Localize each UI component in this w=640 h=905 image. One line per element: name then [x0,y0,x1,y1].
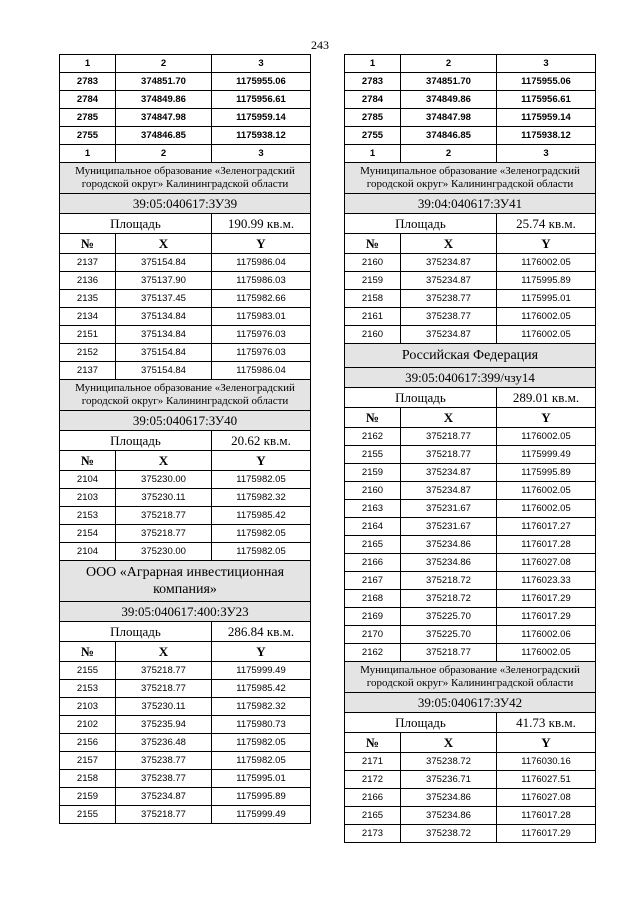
coordinate-row [345,554,596,572]
x-coordinate: 375238.77 [401,290,497,308]
coordinate-row [345,644,596,662]
y-coordinate: 1175995.89 [497,272,596,290]
owner-title: Муниципальное образование «Зеленоградский городской округ» Калининградской области [345,662,596,693]
y-coordinate: 1175956.61 [212,91,311,109]
y-coordinate: 1175976.03 [212,326,311,344]
x-coordinate: 375234.87 [116,788,212,806]
owner-title: Российская Федерация [345,344,596,368]
page-number: 243 [311,38,329,52]
point-number: 2156 [60,734,116,752]
x-coordinate: 375225.70 [401,626,497,644]
coordinate-row [60,770,311,788]
cadastral-number: 39:05:040617:ЗУ40 [60,411,311,431]
point-number: 2154 [60,525,116,543]
y-coordinate: 1176002.06 [497,626,596,644]
cadastral-number: 39:05:040617:400:ЗУ23 [60,602,311,622]
x-coordinate: 375154.84 [116,254,212,272]
column-number-row [60,145,311,163]
point-number: 2157 [60,752,116,770]
column-header-row [345,408,596,428]
coordinate-row [345,536,596,554]
cadastral-number: 39:04:040617:ЗУ41 [345,194,596,214]
area-label: Площадь [345,388,497,408]
x-coordinate: 375218.77 [116,680,212,698]
point-number: 2166 [345,789,401,807]
point-number: 2104 [60,471,116,489]
x-coordinate: 374846.85 [401,127,497,145]
area-label: Площадь [60,214,212,234]
area-value: 20.62 кв.м. [212,431,311,451]
x-coordinate: 375231.67 [401,518,497,536]
y-coordinate: 1176002.05 [497,254,596,272]
x-coordinate: 375134.84 [116,308,212,326]
coordinate-row [345,807,596,825]
column-number: 1 [345,55,401,73]
area-row [345,214,596,234]
point-number: 2137 [60,362,116,380]
continued-coordinate-row [345,127,596,145]
point-number: 2159 [60,788,116,806]
y-coordinate: 1176017.29 [497,825,596,843]
x-coordinate: 375234.87 [401,326,497,344]
area-value: 190.99 кв.м. [212,214,311,234]
y-coordinate: 1175982.05 [212,734,311,752]
x-coordinate: 375236.48 [116,734,212,752]
point-number: 2103 [60,698,116,716]
x-coordinate: 375238.72 [401,753,497,771]
point-number: 2104 [60,543,116,561]
x-coordinate: 375218.72 [401,590,497,608]
y-coordinate: 1175955.06 [212,73,311,91]
x-coordinate: 375134.84 [116,326,212,344]
y-coordinate: 1175985.42 [212,680,311,698]
y-header: Y [212,234,311,254]
x-coordinate: 374849.86 [116,91,212,109]
x-coordinate: 375218.72 [401,572,497,590]
cadastral-row [60,602,311,622]
x-coordinate: 375238.77 [116,752,212,770]
continued-coordinate-row [60,109,311,127]
x-coordinate: 375238.77 [116,770,212,788]
y-coordinate: 1176017.29 [497,608,596,626]
x-header: X [401,733,497,753]
coordinate-row [345,789,596,807]
x-coordinate: 375234.87 [401,482,497,500]
point-number: 2165 [345,536,401,554]
x-coordinate: 374851.70 [116,73,212,91]
cadastral-row [60,194,311,214]
coordinate-row [60,543,311,561]
owner-title: ООО «Аграрная инвестиционная компания» [60,561,311,602]
coordinate-row [345,446,596,464]
y-coordinate: 1175959.14 [497,109,596,127]
area-row [60,214,311,234]
y-coordinate: 1176002.05 [497,482,596,500]
area-label: Площадь [345,713,497,733]
coordinate-row [345,290,596,308]
owner-title: Муниципальное образование «Зеленоградский городской округ» Калининградской области [60,380,311,411]
area-label: Площадь [60,431,212,451]
x-coordinate: 375230.11 [116,489,212,507]
continued-coordinate-row [345,109,596,127]
area-row [60,431,311,451]
area-value: 25.74 кв.м. [497,214,596,234]
y-coordinate: 1175955.06 [497,73,596,91]
x-header: X [401,408,497,428]
x-coordinate: 374846.85 [116,127,212,145]
y-coordinate: 1175999.49 [212,662,311,680]
coordinate-row [345,326,596,344]
y-coordinate: 1175982.05 [212,543,311,561]
x-coordinate: 375231.67 [401,500,497,518]
cadastral-number: 39:05:040617:399/чзу14 [345,368,596,388]
x-coordinate: 375218.77 [116,507,212,525]
point-number: 2162 [345,428,401,446]
column-number: 3 [497,145,596,163]
cadastral-number: 39:05:040617:ЗУ39 [60,194,311,214]
area-label: Площадь [60,622,212,642]
y-coordinate: 1176002.05 [497,428,596,446]
coordinate-row [345,590,596,608]
y-coordinate: 1175980.73 [212,716,311,734]
y-coordinate: 1175982.05 [212,752,311,770]
coordinate-row [60,662,311,680]
column-number: 2 [116,55,212,73]
y-coordinate: 1175938.12 [212,127,311,145]
y-coordinate: 1175999.49 [212,806,311,824]
coordinate-row [345,308,596,326]
point-number: 2173 [345,825,401,843]
y-coordinate: 1176030.16 [497,753,596,771]
coordinates-table-right [344,54,596,843]
column-number-row [345,55,596,73]
point-number: 2153 [60,507,116,525]
point-number: 2163 [345,500,401,518]
x-coordinate: 375236.71 [401,771,497,789]
x-coordinate: 375234.86 [401,807,497,825]
y-coordinate: 1176017.29 [497,590,596,608]
x-coordinate: 374847.98 [401,109,497,127]
coordinate-row [60,806,311,824]
x-coordinate: 375218.77 [116,525,212,543]
x-header: X [401,234,497,254]
cadastral-row [345,368,596,388]
point-number: 2160 [345,326,401,344]
point-number: 2162 [345,644,401,662]
point-number: 2136 [60,272,116,290]
point-number: 2172 [345,771,401,789]
point-number: 2167 [345,572,401,590]
x-header: X [116,451,212,471]
point-number: 2169 [345,608,401,626]
point-number: 2168 [345,590,401,608]
area-value: 41.73 кв.м. [497,713,596,733]
x-coordinate: 375137.45 [116,290,212,308]
y-coordinate: 1175956.61 [497,91,596,109]
coordinate-row [345,753,596,771]
y-coordinate: 1175982.05 [212,525,311,543]
x-coordinate: 375218.77 [116,662,212,680]
coordinate-row [60,326,311,344]
coordinate-row [60,272,311,290]
coordinate-row [60,788,311,806]
y-coordinate: 1175976.03 [212,344,311,362]
x-coordinate: 374847.98 [116,109,212,127]
x-coordinate: 375218.77 [116,806,212,824]
x-coordinate: 375230.00 [116,471,212,489]
point-number: 2164 [345,518,401,536]
coordinate-row [345,825,596,843]
column-header-row [60,451,311,471]
point-number: 2137 [60,254,116,272]
column-header-row [345,234,596,254]
area-value: 286.84 кв.м. [212,622,311,642]
point-number: 2160 [345,482,401,500]
y-coordinate: 1176017.28 [497,536,596,554]
column-number: 1 [345,145,401,163]
point-number: 2755 [60,127,116,145]
x-coordinate: 375218.77 [401,428,497,446]
point-number: 2159 [345,272,401,290]
point-number: 2158 [60,770,116,788]
y-header: Y [497,234,596,254]
cadastral-number: 39:05:040617:ЗУ42 [345,693,596,713]
column-number: 3 [212,145,311,163]
point-number: 2755 [345,127,401,145]
column-number-row [345,145,596,163]
y-coordinate: 1176002.05 [497,308,596,326]
y-header: Y [212,451,311,471]
x-coordinate: 375218.77 [401,446,497,464]
continued-coordinate-row [60,73,311,91]
coordinate-row [345,608,596,626]
x-coordinate: 375234.86 [401,554,497,572]
coordinate-row [60,290,311,308]
x-coordinate: 375225.70 [401,608,497,626]
section-title-row [60,163,311,194]
x-coordinate: 375154.84 [116,344,212,362]
coordinate-row [60,362,311,380]
y-coordinate: 1175995.89 [212,788,311,806]
y-coordinate: 1175982.05 [212,471,311,489]
coordinate-row [60,254,311,272]
area-value: 289.01 кв.м. [497,388,596,408]
coordinate-row [60,752,311,770]
owner-title: Муниципальное образование «Зеленоградский городской округ» Калининградской области [345,163,596,194]
x-coordinate: 375234.87 [401,272,497,290]
section-title-row [60,380,311,411]
point-number: 2135 [60,290,116,308]
section-title-row [60,561,311,602]
y-header: Y [497,733,596,753]
x-coordinate: 375234.86 [401,789,497,807]
x-coordinate: 375238.77 [401,308,497,326]
number-header: № [60,451,116,471]
y-coordinate: 1176002.05 [497,326,596,344]
point-number: 2783 [60,73,116,91]
point-number: 2159 [345,464,401,482]
column-number: 3 [497,55,596,73]
coordinate-row [345,464,596,482]
point-number: 2784 [345,91,401,109]
cadastral-row [345,693,596,713]
coordinate-row [60,489,311,507]
y-coordinate: 1175983.01 [212,308,311,326]
number-header: № [345,408,401,428]
y-coordinate: 1176027.51 [497,771,596,789]
coordinate-row [345,254,596,272]
point-number: 2102 [60,716,116,734]
x-coordinate: 375234.86 [401,536,497,554]
area-row [60,622,311,642]
section-title-row [345,163,596,194]
coordinate-row [345,272,596,290]
area-label: Площадь [345,214,497,234]
point-number: 2161 [345,308,401,326]
coordinate-row [345,428,596,446]
x-coordinate: 375238.72 [401,825,497,843]
x-coordinate: 375218.77 [401,644,497,662]
x-coordinate: 375137.90 [116,272,212,290]
point-number: 2783 [345,73,401,91]
y-coordinate: 1176027.08 [497,789,596,807]
point-number: 2785 [60,109,116,127]
x-coordinate: 375234.87 [401,464,497,482]
coordinates-table-left [59,54,311,824]
point-number: 2155 [345,446,401,464]
x-header: X [116,234,212,254]
y-coordinate: 1176023.33 [497,572,596,590]
area-row [345,713,596,733]
continued-coordinate-row [60,91,311,109]
y-coordinate: 1175959.14 [212,109,311,127]
column-number-row [60,55,311,73]
section-title-row [345,344,596,368]
column-number: 2 [401,55,497,73]
point-number: 2103 [60,489,116,507]
y-coordinate: 1175999.49 [497,446,596,464]
point-number: 2152 [60,344,116,362]
y-coordinate: 1176017.28 [497,807,596,825]
number-header: № [60,234,116,254]
y-coordinate: 1176017.27 [497,518,596,536]
right-column [344,54,596,843]
coordinate-row [60,507,311,525]
column-header-row [60,234,311,254]
column-header-row [345,733,596,753]
point-number: 2134 [60,308,116,326]
continued-coordinate-row [345,73,596,91]
x-coordinate: 375230.11 [116,698,212,716]
column-header-row [60,642,311,662]
section-title-row [345,662,596,693]
coordinate-row [60,680,311,698]
y-coordinate: 1175938.12 [497,127,596,145]
y-coordinate: 1175995.89 [497,464,596,482]
x-coordinate: 375235.94 [116,716,212,734]
point-number: 2153 [60,680,116,698]
continued-coordinate-row [345,91,596,109]
point-number: 2171 [345,753,401,771]
y-coordinate: 1175982.66 [212,290,311,308]
y-coordinate: 1175995.01 [212,770,311,788]
coordinate-row [345,626,596,644]
y-header: Y [212,642,311,662]
point-number: 2170 [345,626,401,644]
coordinate-row [60,698,311,716]
y-coordinate: 1176002.05 [497,500,596,518]
number-header: № [345,234,401,254]
coordinate-row [345,572,596,590]
y-coordinate: 1175986.04 [212,362,311,380]
cadastral-row [345,194,596,214]
column-number: 1 [60,145,116,163]
number-header: № [345,733,401,753]
y-coordinate: 1175995.01 [497,290,596,308]
coordinate-row [60,525,311,543]
y-coordinate: 1176027.08 [497,554,596,572]
point-number: 2784 [60,91,116,109]
coordinate-row [60,308,311,326]
coordinate-row [345,518,596,536]
continued-coordinate-row [60,127,311,145]
x-header: X [116,642,212,662]
x-coordinate: 375234.87 [401,254,497,272]
column-number: 2 [401,145,497,163]
coordinate-row [345,500,596,518]
point-number: 2165 [345,807,401,825]
coordinate-row [60,716,311,734]
y-header: Y [497,408,596,428]
point-number: 2155 [60,662,116,680]
point-number: 2160 [345,254,401,272]
coordinate-row [60,471,311,489]
left-column [59,54,311,824]
point-number: 2166 [345,554,401,572]
number-header: № [60,642,116,662]
y-coordinate: 1175986.04 [212,254,311,272]
coordinate-row [60,734,311,752]
area-row [345,388,596,408]
point-number: 2158 [345,290,401,308]
column-number: 3 [212,55,311,73]
coordinate-row [60,344,311,362]
column-number: 2 [116,145,212,163]
column-number: 1 [60,55,116,73]
y-coordinate: 1176002.05 [497,644,596,662]
y-coordinate: 1175986.03 [212,272,311,290]
owner-title: Муниципальное образование «Зеленоградский городской округ» Калининградской области [60,163,311,194]
coordinate-row [345,482,596,500]
x-coordinate: 375230.00 [116,543,212,561]
y-coordinate: 1175985.42 [212,507,311,525]
point-number: 2151 [60,326,116,344]
y-coordinate: 1175982.32 [212,698,311,716]
point-number: 2785 [345,109,401,127]
x-coordinate: 374849.86 [401,91,497,109]
point-number: 2155 [60,806,116,824]
x-coordinate: 375154.84 [116,362,212,380]
coordinate-row [345,771,596,789]
cadastral-row [60,411,311,431]
y-coordinate: 1175982.32 [212,489,311,507]
x-coordinate: 374851.70 [401,73,497,91]
